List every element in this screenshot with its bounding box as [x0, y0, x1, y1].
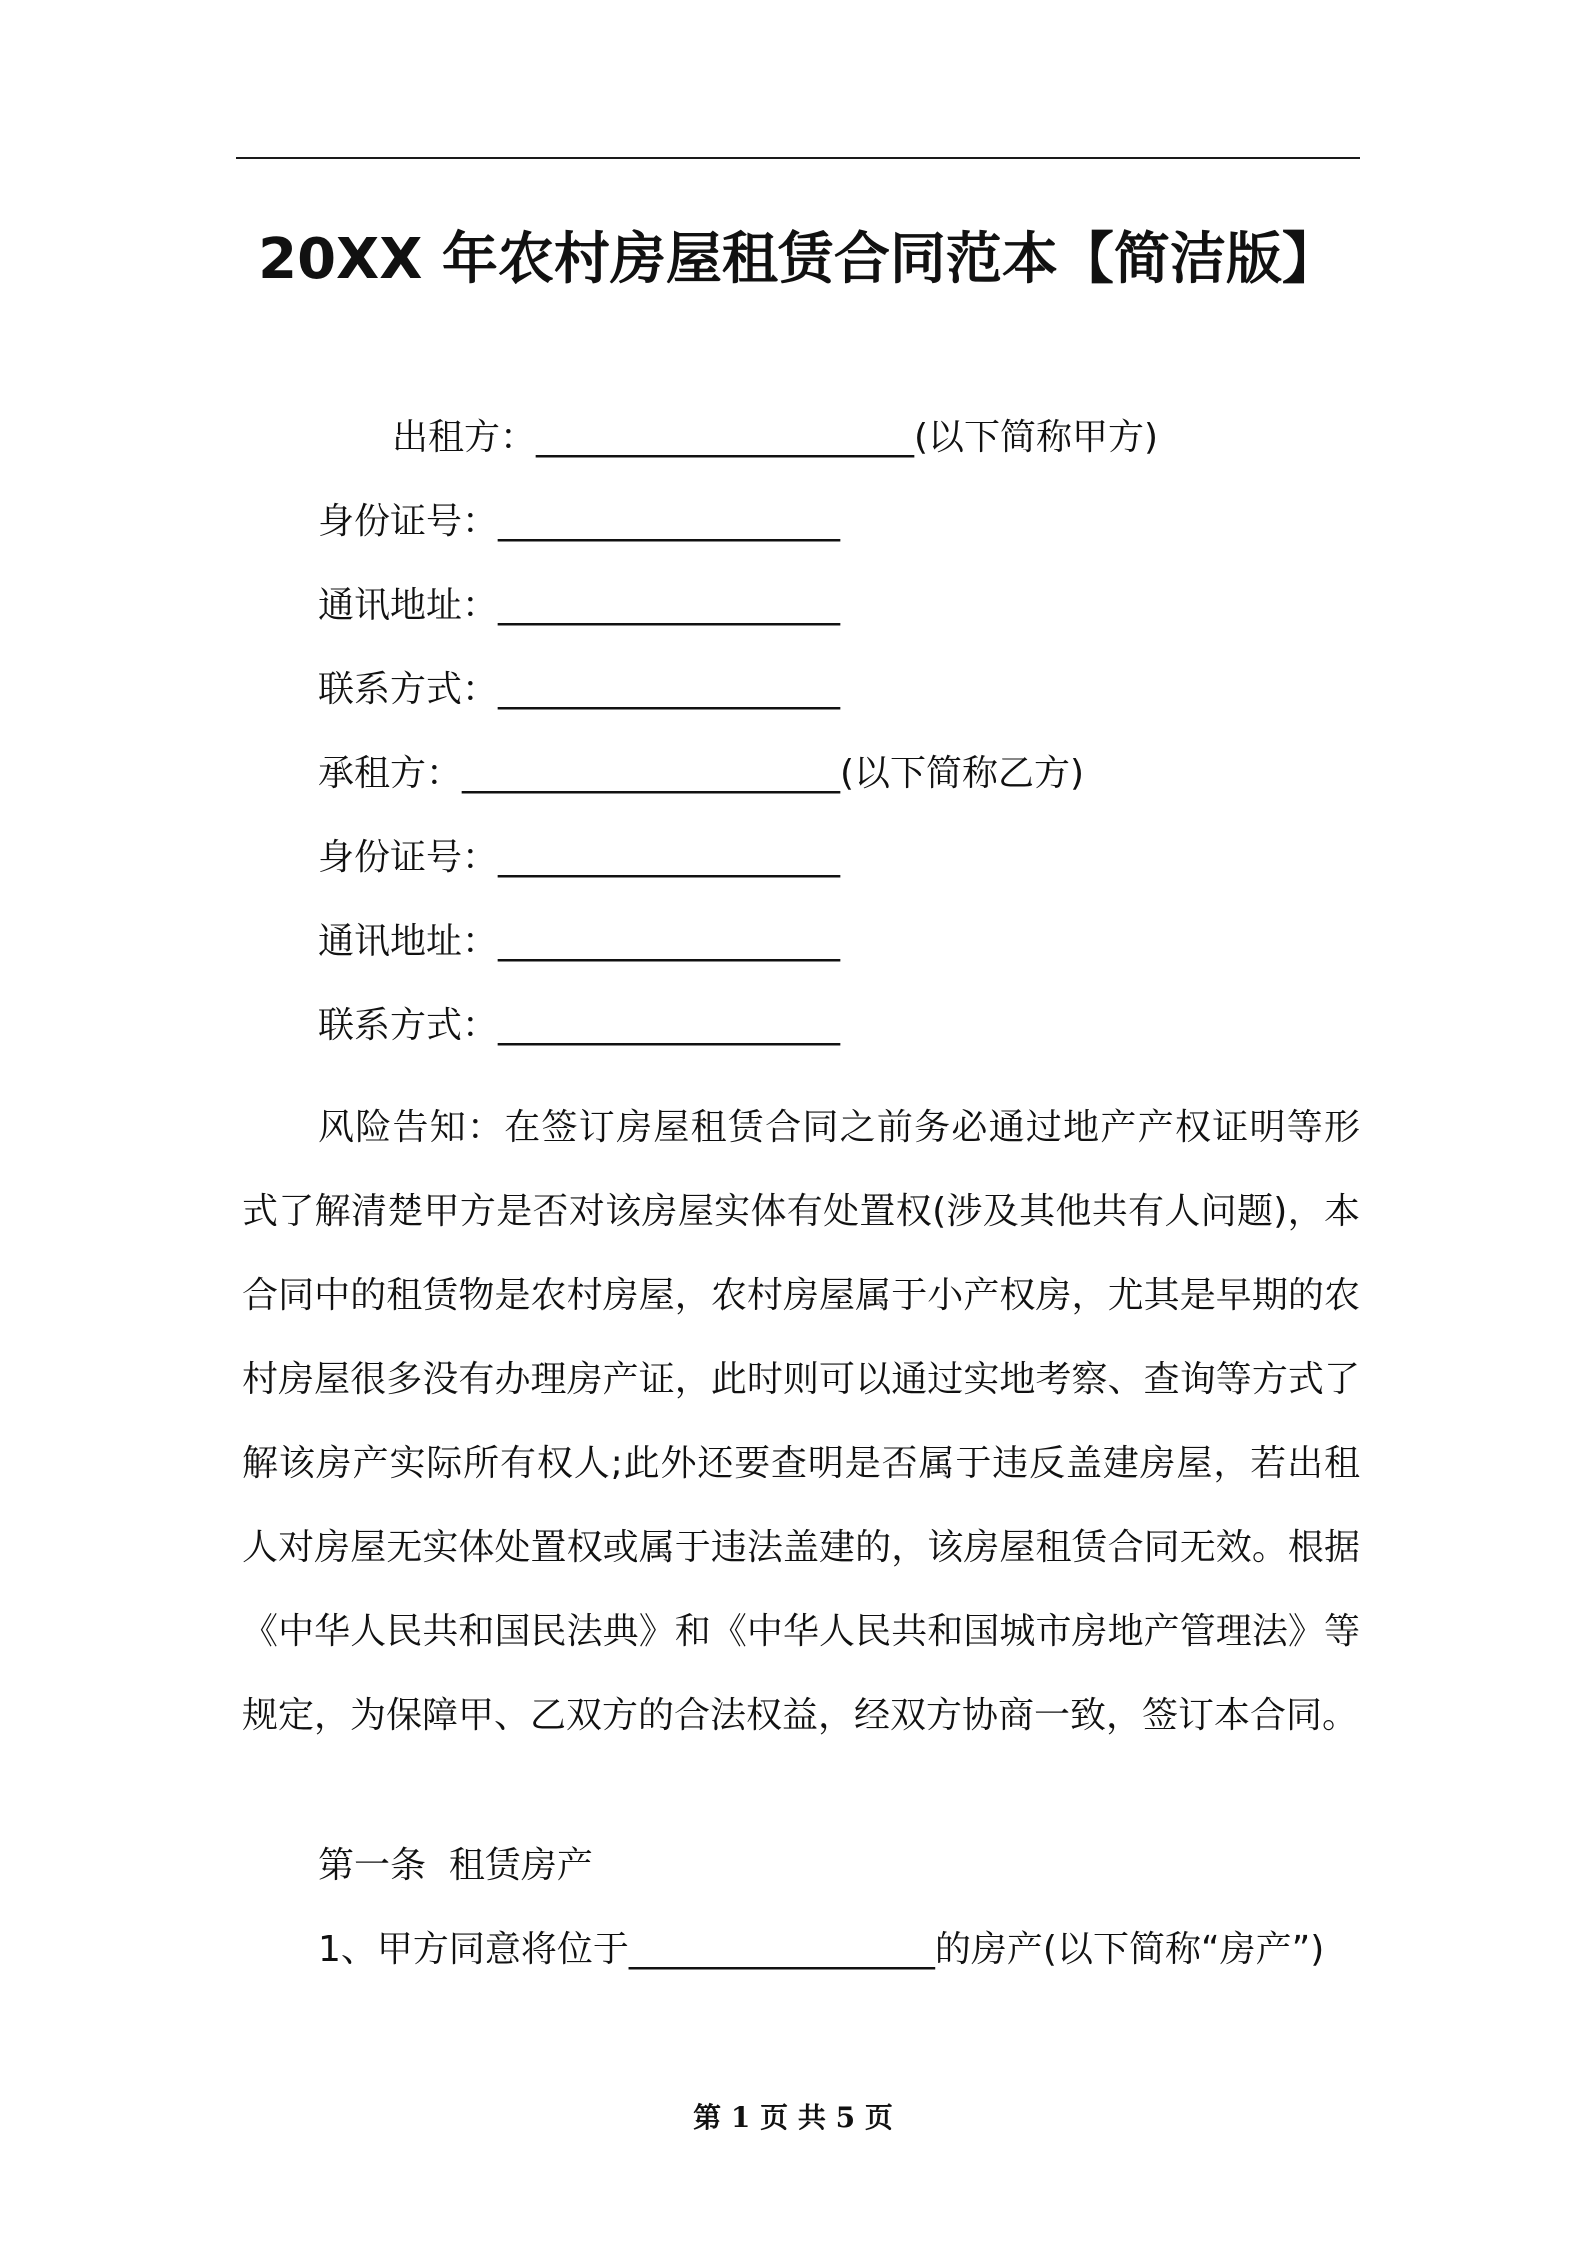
article-1-item-1: 1、甲方同意将位于_________________的房产(以下简称“房产”) — [318, 1929, 1325, 1970]
document-title: 20XX 年农村房屋租赁合同范本【简洁版】 — [258, 227, 1338, 292]
page-number-footer: 第 1 页 共 5 页 — [693, 2101, 893, 2134]
header-rule — [236, 157, 1360, 159]
article-1-heading: 第一条 租赁房产 — [318, 1845, 593, 1886]
party-b-id-line: 身份证号：___________________ — [318, 837, 841, 878]
party-b-address-line: 通讯地址：___________________ — [318, 921, 841, 962]
lessee-line: 承租方：_____________________(以下简称乙方) — [318, 753, 1085, 794]
lessor-line: 出租方：_____________________(以下简称甲方) — [392, 417, 1159, 458]
risk-notice-paragraph: 风险告知：在签订房屋租赁合同之前务必通过地产产权证明等形式了解清楚甲方是否对该房屋实体有处置权(涉及其他共有人问题)，本合同中的租赁物是农村房屋，农村房屋属于小产权房，尤其是早期的农村房屋很多没有办理房产证，此时则可以通过实地考察、查询等方式了解该房产实际所有权人;此外还要查明是否属于违反盖建房屋，若出租人对房屋无实体处置权或属于违法盖建的，该房屋租赁合同无效。根据《中华人民共和国民法典》和《中华人民共和国城市房地产管理法》等规定，为保障甲、乙双方的合法权益，经双方协商一致，签订本合同。 — [242, 1107, 1360, 1736]
party-a-id-line: 身份证号：___________________ — [318, 501, 841, 542]
party-a-address-line: 通讯地址：___________________ — [318, 585, 841, 626]
party-b-contact-line: 联系方式：___________________ — [318, 1005, 841, 1046]
party-a-contact-line: 联系方式：___________________ — [318, 669, 841, 710]
